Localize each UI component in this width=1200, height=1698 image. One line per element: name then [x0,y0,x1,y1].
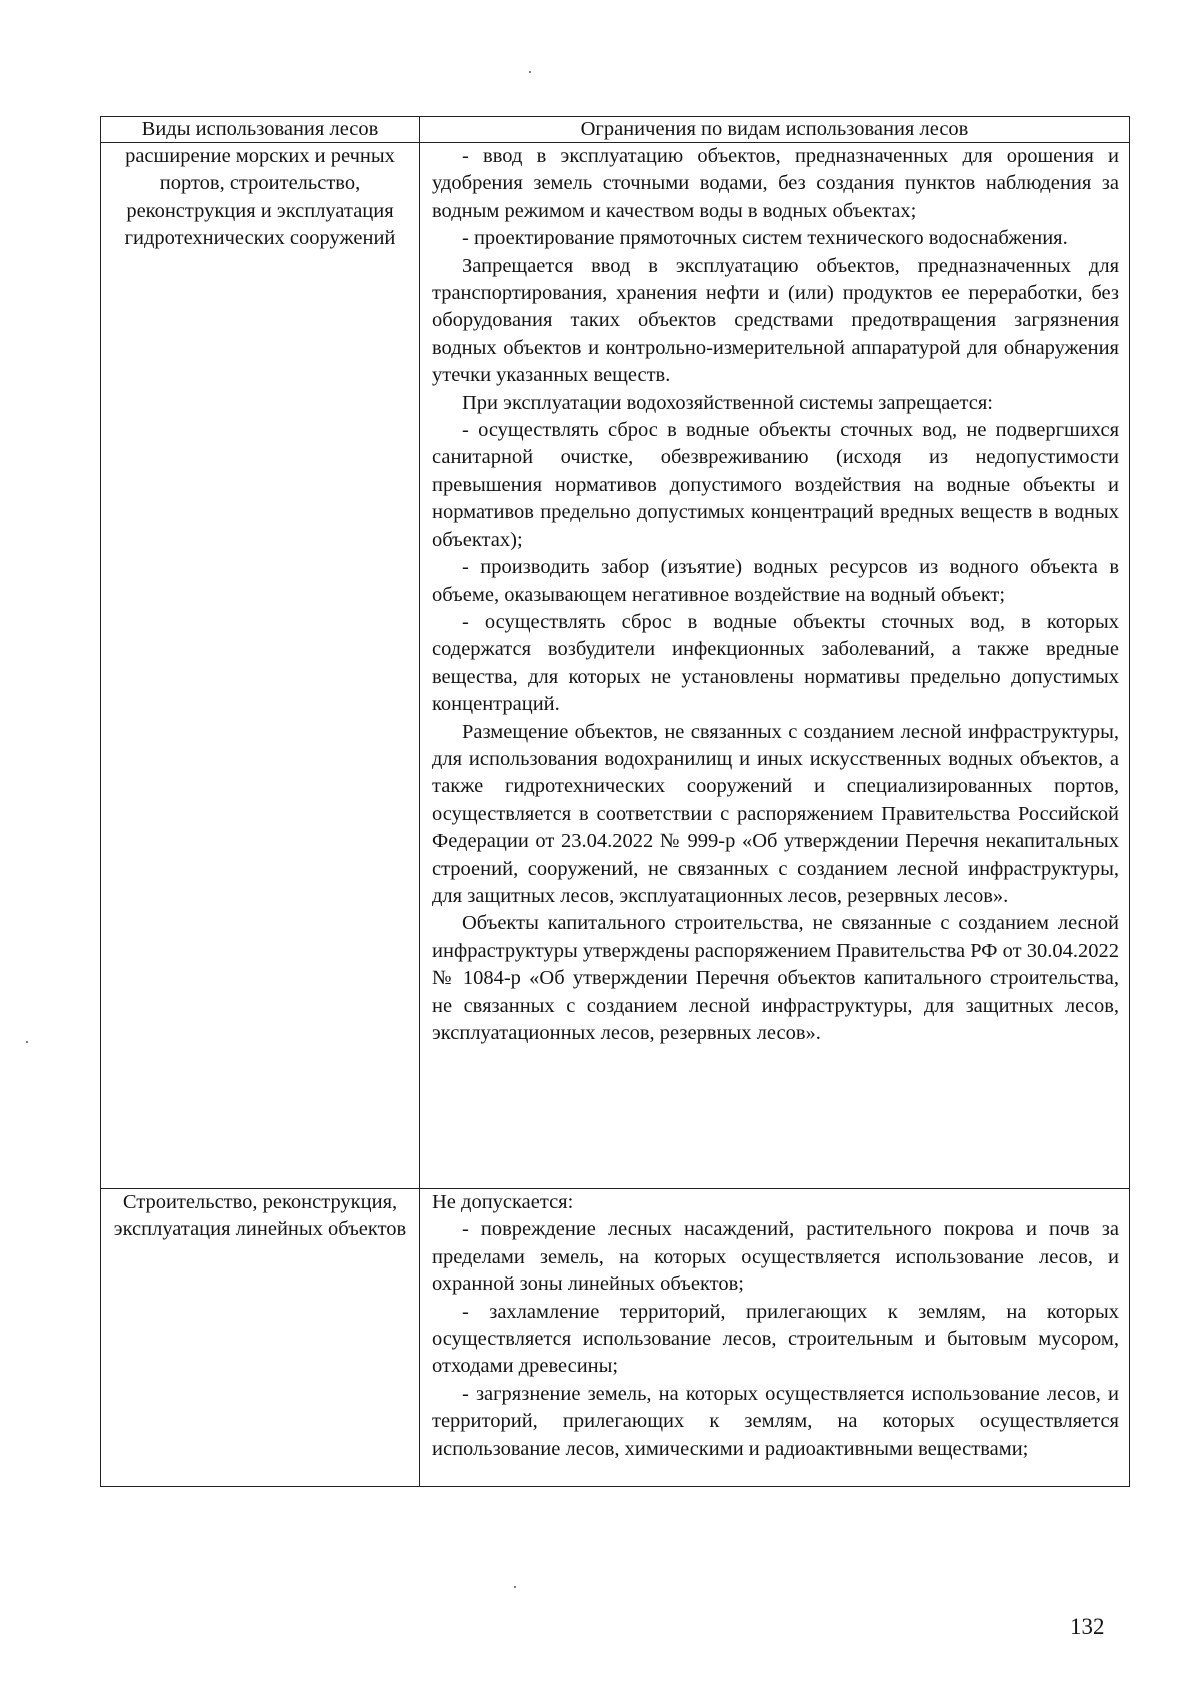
scan-speck [26,1041,28,1043]
restriction-paragraph: Объекты капитального строительства, не связанные с созданием лесной инфраструктуры утверждены распоряжением Правительства РФ от 30.04.2022 № 1084-р «Об утверждении Перечня объектов капитального строительства, не связанных с созданием лесной инфраструктуры, для защитных лесов, эксплуатационных лесов, резервных лесов». [432,912,1119,1044]
restriction-paragraph: - осуществлять сброс в водные объекты сточных вод, не подвергшихся санитарной очистке, обезвреживанию (исходя из недопустимости превышения нормативов допустимого воздействия на водные объекты и нормативов предельно допустимых концентраций вредных веществ в водных объектах); [432,419,1119,551]
table-row [101,143,1130,1189]
header-restrictions: Ограничения по видам использования лесов [420,117,1130,143]
page-number: 132 [1070,1614,1105,1639]
restriction-paragraph: - загрязнение земель, на которых осуществляется использование лесов, и территорий, прилегающих к землям, на которых осуществляется использование лесов, химическими и радиоактивными веществами; [432,1382,1119,1460]
restriction-paragraph: - осуществлять сброс в водные объекты сточных вод, в которых содержатся возбудители инфекционных заболеваний, а также вредные вещества, для которых не установлены нормативы предельно допустимых концентраций. [432,610,1119,716]
forest-use-cell: расширение морских и речных портов, строительство, реконструкция и эксплуатация гидротехнических сооружений [101,143,420,1189]
scan-speck [514,1586,516,1588]
table-header-row [101,117,1130,143]
scan-speck [529,71,531,73]
restriction-paragraph: - проектирование прямоточных систем технического водоснабжения. [462,227,1068,250]
restrictions-cell [420,1189,1130,1487]
restriction-paragraph: Запрещается ввод в эксплуатацию объектов, предназначенных для транспортирования, хранения нефти и (или) продуктов ее переработки, без оборудования таких объектов средствами предотвращения загрязнения водных объектов и контрольно-измерительной аппаратурой для обнаружения утечки указанных веществ. [432,254,1119,387]
header-forest-use-types: Виды использования лесов [101,117,420,143]
forest-use-restrictions-table [100,116,1130,1487]
table-row [101,1189,1130,1487]
restrictions-cell [420,143,1130,1189]
forest-use-cell: Строительство, реконструкция, эксплуатация линейных объектов [101,1189,420,1487]
restriction-paragraph: - ввод в эксплуатацию объектов, предназначенных для орошения и удобрения земель сточными водами, без создания пунктов наблюдения за водным режимом и качеством воды в водных объектах; [432,145,1119,222]
restriction-paragraph: - повреждение лесных насаждений, растительного покрова и почв за пределами земель, на которых осуществляется использование лесов, и охранной зоны линейных объектов; [432,1218,1119,1296]
restriction-paragraph: Размещение объектов, не связанных с созданием лесной инфраструктуры, для использования водохранилищ и иных искусственных водных объектов, а также гидротехнических сооружений и специализированных портов, осуществляется в соответствии с распоряжением Правительства Российской Федерации от 23.04.2022 № 999-р «Об утверждении Перечня некапитальных строений, сооружений, не связанных с созданием лесной инфраструктуры, для защитных лесов, эксплуатационных лесов, резервных лесов». [432,720,1119,907]
restriction-paragraph: Не допускается: [432,1191,574,1213]
restriction-paragraph: - производить забор (изъятие) водных ресурсов из водного объекта в объеме, оказывающем негативное воздействие на водный объект; [432,556,1119,606]
restriction-paragraph: - захламление территорий, прилегающих к землям, на которых осуществляется использование лесов, строительным и бытовым мусором, отходами древесины; [432,1300,1119,1378]
restriction-paragraph: При эксплуатации водохозяйственной системы запрещается: [462,391,993,414]
